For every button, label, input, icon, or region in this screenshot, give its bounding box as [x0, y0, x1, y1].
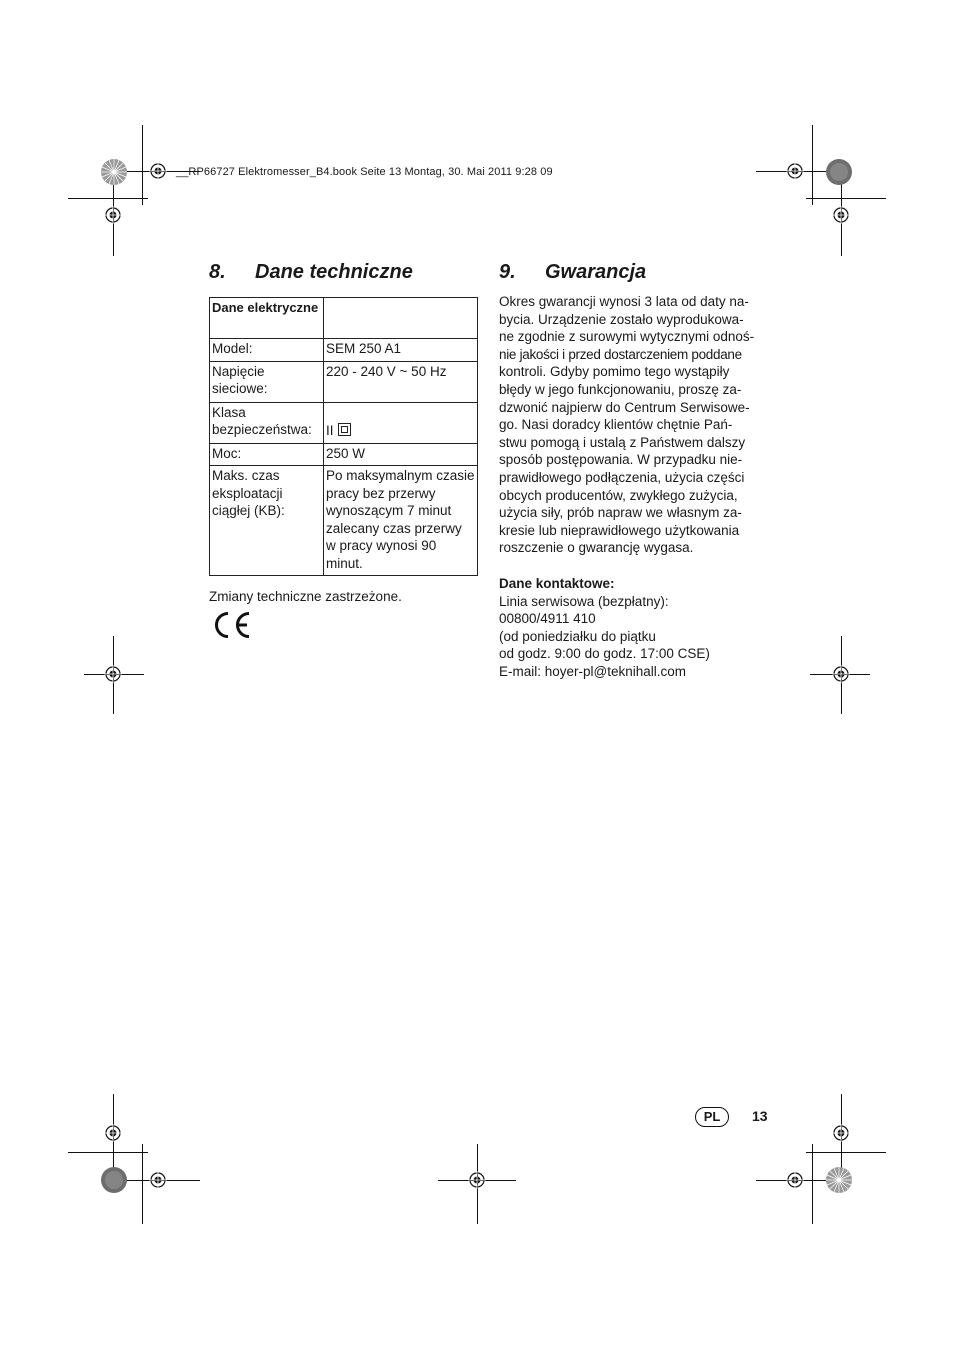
star-target-icon [100, 1166, 128, 1194]
section-title: Gwarancja [545, 261, 647, 283]
table-value-cell: SEM 250 A1 [324, 339, 478, 362]
table-header-row [210, 298, 478, 339]
protection-class-ii-icon [338, 423, 351, 436]
registration-mark-icon [104, 1124, 122, 1142]
registration-mark-icon [149, 1171, 167, 1189]
paragraph-line: prawidłowego podłączenia, użycia części [499, 469, 745, 485]
paragraph-line: obcych producentów, zwykłego zużycia, [499, 487, 738, 503]
contact-line: Linia serwisowa (bezpłatny): [499, 593, 669, 609]
table-header-cell [324, 298, 478, 339]
contact-line: (od poniedziałku do piątku [499, 628, 656, 644]
paragraph-line: użycia siły, prób napraw we własnym za- [499, 505, 742, 521]
table-row [210, 443, 478, 466]
registration-mark-icon [149, 162, 167, 180]
ce-mark-icon [209, 610, 251, 640]
table-label-cell: Napięcie sieciowe: [210, 361, 324, 402]
warranty-paragraph [499, 293, 769, 557]
registration-mark-icon [832, 665, 850, 683]
paragraph-line: sposób postępowania. W przypadku nie- [499, 452, 743, 468]
star-target-icon [100, 158, 128, 186]
technical-changes-note: Zmiany techniczne zastrzeżone. [209, 589, 402, 604]
section-number: 8. [209, 261, 226, 283]
table-header-cell: Dane elektryczne [210, 298, 324, 339]
paragraph-line: dzwonić najpierw do Centrum Serwisowe- [499, 399, 750, 415]
paragraph-line: Okres gwarancji wynosi 3 lata od daty na- [499, 294, 749, 309]
file-info-header: __RP66727 Elektromesser_B4.book Seite 13 Montag, 30. Mai 2011 9:28 09 [176, 166, 553, 178]
section-title: Dane techniczne [255, 261, 413, 283]
paragraph-line: bycia. Urządzenie zostało wyprodukowa- [499, 311, 744, 327]
contact-label: Dane kontaktowe: [499, 576, 615, 591]
section-9-heading [499, 261, 646, 284]
technical-data-table [209, 297, 478, 576]
language-badge: PL [695, 1107, 729, 1127]
table-label-cell: Maks. czas eksploatacji ciągłej (KB): [210, 466, 324, 576]
table-row [210, 402, 478, 443]
section-number: 9. [499, 261, 516, 283]
registration-mark-icon [786, 162, 804, 180]
table-value-cell: 220 - 240 V ~ 50 Hz [324, 361, 478, 402]
contact-line: od godz. 9:00 do godz. 17:00 CSE) [499, 646, 710, 662]
contact-details [499, 575, 779, 681]
registration-mark-icon [786, 1171, 804, 1189]
paragraph-line: ne zgodnie z surowymi wytycznymi odnoś- [499, 329, 755, 345]
table-row [210, 339, 478, 362]
registration-mark-icon [104, 206, 122, 224]
paragraph-line: kresie lub nieprawidłowego użytkowania [499, 522, 740, 538]
registration-mark-icon [104, 665, 122, 683]
table-label-cell: Klasa bezpieczeństwa: [210, 402, 324, 443]
ce-mark-label [251, 610, 252, 611]
paragraph-line: kontroli. Gdyby pomimo tego wystąpiły [499, 364, 730, 380]
table-value-cell: Po maksymalnym czasie pracy bez przerwy wynoszącym 7 minut zalecany czas przerwy w pracy wynosi 90 minut. [324, 466, 478, 576]
table-row [210, 361, 478, 402]
contact-email: E-mail: hoyer-pl@teknihall.com [499, 663, 687, 679]
section-8-heading [209, 261, 413, 284]
paragraph-line: go. Nasi doradcy klientów chętnie Pań- [499, 417, 733, 433]
paragraph-line: stwu pomogą i ustalą z Państwem dalszy [499, 434, 746, 450]
star-target-icon [825, 1166, 853, 1194]
registration-mark-icon [468, 1171, 486, 1189]
protection-class-value: II [326, 423, 334, 438]
table-row [210, 466, 478, 576]
paragraph-line: błędy w jego funkcjonowaniu, proszę za- [499, 381, 742, 397]
registration-mark-icon [832, 206, 850, 224]
table-value-cell: 250 W [324, 443, 478, 466]
registration-mark-icon [832, 1124, 850, 1142]
paragraph-line: nie jakości i przed dostarczeniem poddane [499, 346, 742, 362]
ce-mark [209, 610, 251, 640]
table-value-cell [324, 402, 478, 443]
table-label-cell: Moc: [210, 443, 324, 466]
paragraph-line: roszczenie o gwarancję wygasa. [499, 540, 694, 556]
contact-phone: 00800/4911 410 [499, 611, 596, 627]
table-label-cell: Model: [210, 339, 324, 362]
star-target-icon [825, 158, 853, 186]
page-number: 13 [752, 1108, 768, 1124]
